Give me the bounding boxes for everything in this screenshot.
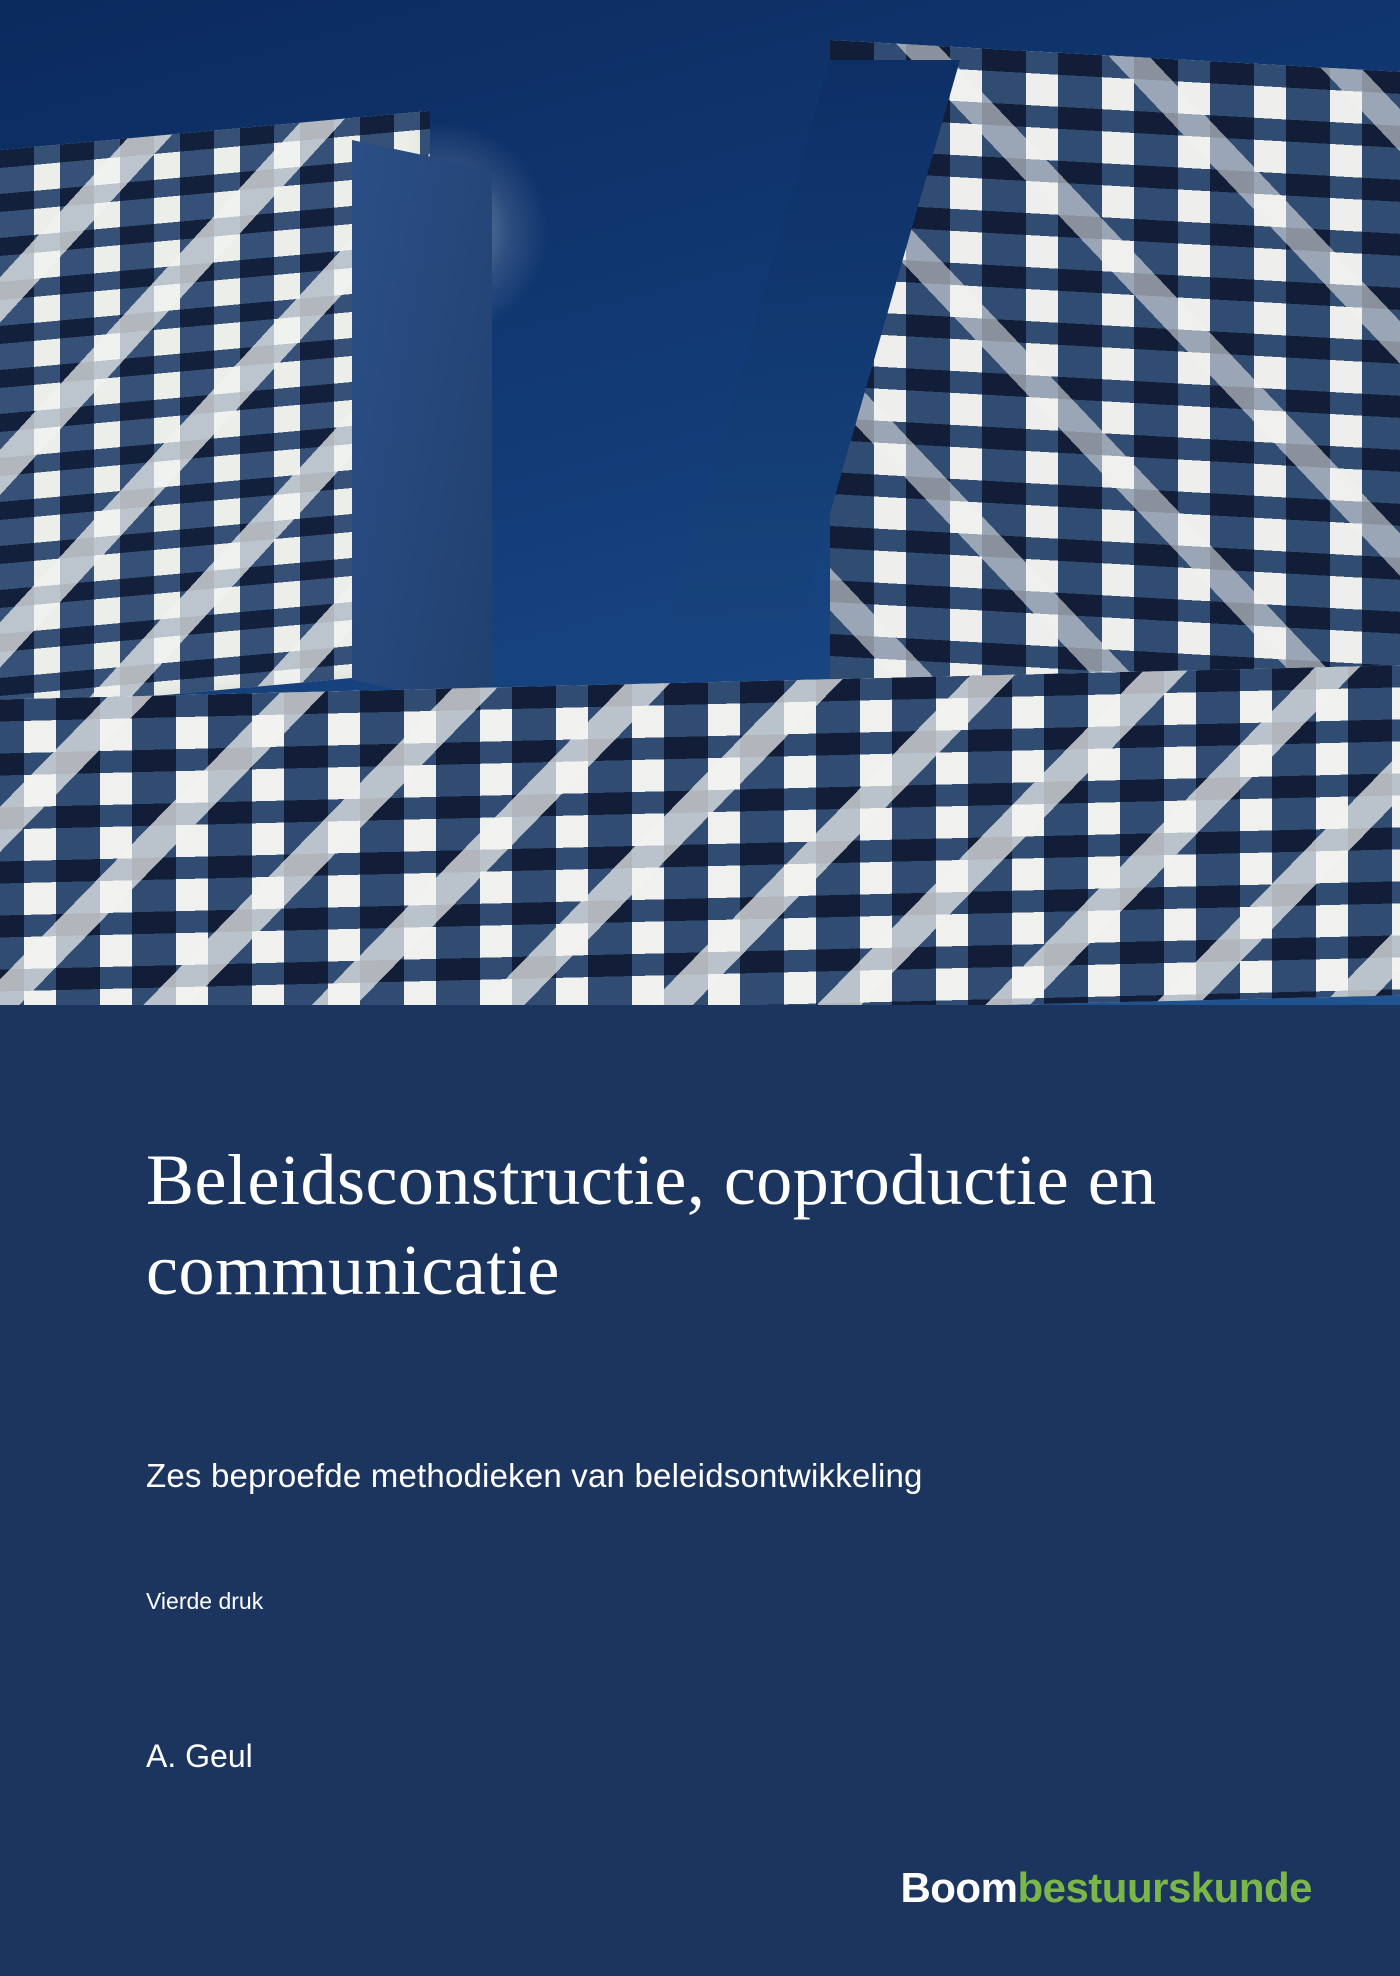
base-block	[0, 665, 1400, 1005]
publisher-imprint: bestuurskunde	[1017, 1864, 1312, 1911]
edition-label: Vierde druk	[146, 1588, 264, 1614]
cover-text-area	[0, 1005, 1400, 1976]
book-subtitle: Zes beproefde methodieken van beleidsontwikkeling	[146, 1457, 923, 1494]
base-block-diagonals	[0, 665, 1400, 1005]
publisher-logo	[900, 1864, 1312, 1912]
left-tower-side-face	[352, 140, 492, 710]
author-name: A. Geul	[146, 1738, 253, 1774]
book-title: Beleidsconstructie, coproductie en communicatie	[146, 1140, 1157, 1310]
publisher-name: Boom	[900, 1864, 1018, 1911]
